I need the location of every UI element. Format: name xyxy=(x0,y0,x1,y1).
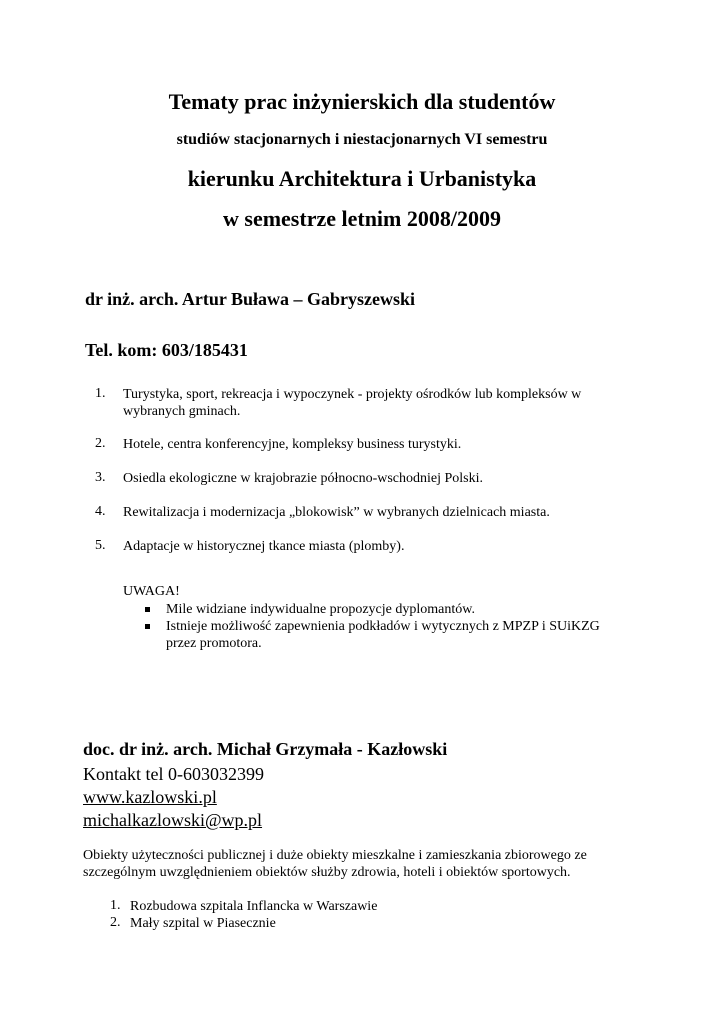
topic-number: 1. xyxy=(110,898,121,913)
topic-number: 2. xyxy=(95,436,106,451)
topic-number: 2. xyxy=(110,915,121,930)
bullet-icon xyxy=(145,624,150,629)
note-heading: UWAGA! xyxy=(123,584,180,599)
topic-text: Adaptacje w historycznej tkance miasta (plomby). xyxy=(123,539,405,554)
supervisor2-description: Obiekty użyteczności publicznej i duże obiekty mieszkalne i zamieszkania zbiorowego ze szczególnym uwzględnieniem obiektów służby zdrowia, hoteli i obiektów sportowych. xyxy=(83,848,587,880)
topic-number: 3. xyxy=(95,470,106,485)
faculty-heading: kierunku Architektura i Urbanistyka xyxy=(187,166,537,191)
supervisor1-phone: Tel. kom: 603/185431 xyxy=(85,340,248,360)
topic-number: 5. xyxy=(95,538,106,553)
supervisor2-website-link[interactable]: www.kazlowski.pl xyxy=(83,787,217,807)
topic-text: Rozbudowa szpitala Inflancka w Warszawie xyxy=(130,899,378,914)
topic-text: Mały szpital w Piasecznie xyxy=(130,916,276,931)
topic-text: Hotele, centra konferencyjne, kompleksy business turystyki. xyxy=(123,437,462,452)
topic-text: Turystyka, sport, rekreacja i wypoczynek - projekty ośrodków lub kompleksów w wybranych gminach. xyxy=(123,387,582,419)
semester-heading: w semestrze letnim 2008/2009 xyxy=(223,206,501,231)
supervisor2-contact: Kontakt tel 0-603032399 xyxy=(83,764,264,784)
topic-number: 4. xyxy=(95,504,106,519)
supervisor2-email-link[interactable]: michalkazlowski@wp.pl xyxy=(83,810,263,830)
document-title: Tematy prac inżynierskich dla studentów xyxy=(168,89,556,114)
document-subtitle: studiów stacjonarnych i niestacjonarnych VI semestru xyxy=(176,131,548,148)
bullet-icon xyxy=(145,607,150,612)
topic-number: 1. xyxy=(95,386,106,401)
supervisor1-name: dr inż. arch. Artur Buława – Gabryszewski xyxy=(85,289,416,309)
topic-text: Osiedla ekologiczne w krajobrazie północno-wschodniej Polski. xyxy=(123,471,484,486)
topic-text: Rewitalizacja i modernizacja „blokowisk” w wybranych dzielnicach miasta. xyxy=(123,505,550,520)
supervisor2-name: doc. dr inż. arch. Michał Grzymała - Kazłowski xyxy=(83,739,448,759)
note-item: Mile widziane indywidualne propozycje dyplomantów. xyxy=(166,602,475,617)
note-item: Istnieje możliwość zapewnienia podkładów i wytycznych z MPZP i SUiKZG xyxy=(166,619,600,634)
note-item-continuation: przez promotora. xyxy=(166,636,262,651)
